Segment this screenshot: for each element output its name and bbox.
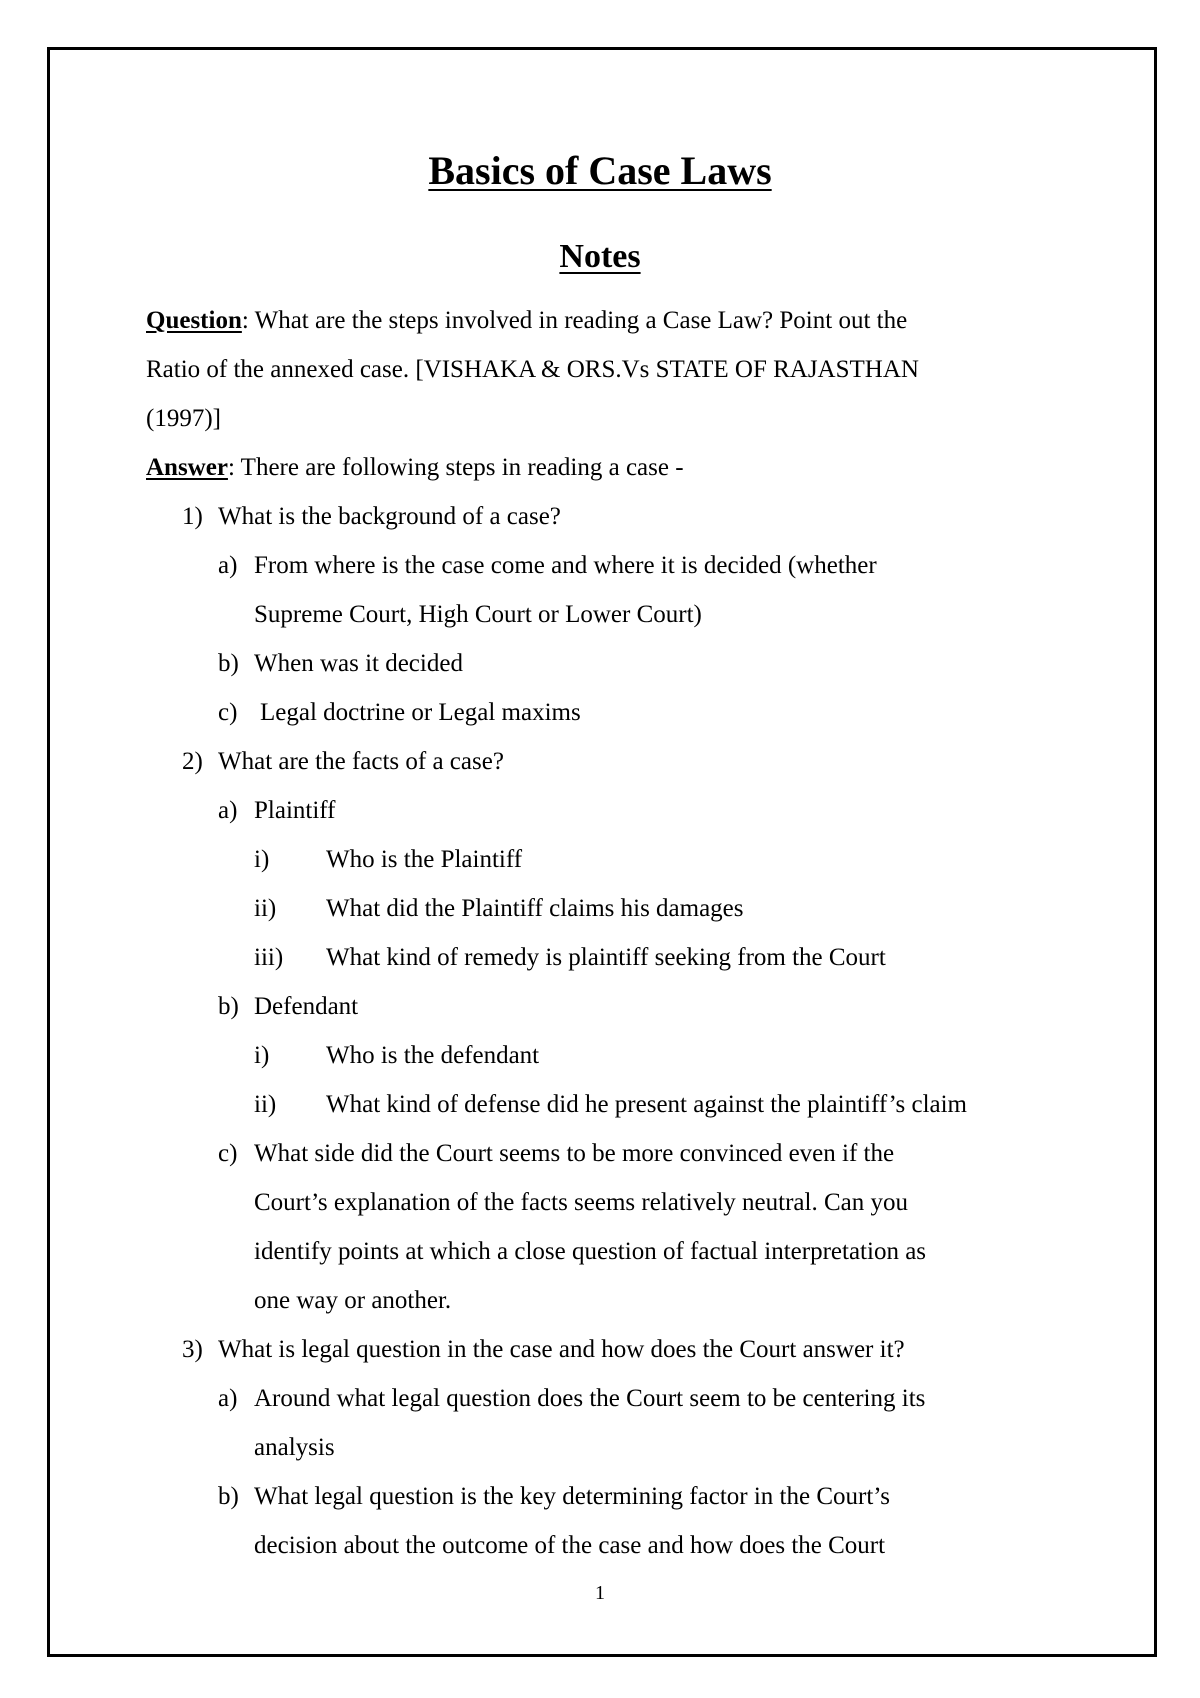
- list-roman: iii): [254, 944, 284, 971]
- answer-intro: : There are following steps in reading a case -: [227, 454, 684, 481]
- list-letter: c): [218, 1140, 238, 1167]
- list-number: 1): [182, 503, 203, 530]
- question-text-1: : What are the steps involved in reading a Case Law? Point out the: [241, 307, 908, 334]
- list-item: one way or another.: [254, 1287, 452, 1314]
- list-item: What is the background of a case?: [218, 503, 561, 530]
- list-item: What legal question is the key determining factor in the Court’s: [254, 1483, 890, 1510]
- list-number: 2): [182, 748, 203, 775]
- list-item: From where is the case come and where it is decided (whether: [254, 552, 877, 579]
- list-item: identify points at which a close question of factual interpretation as: [254, 1238, 927, 1265]
- list-item: Legal doctrine or Legal maxims: [260, 699, 581, 726]
- list-item: What kind of remedy is plaintiff seeking from the Court: [326, 944, 886, 971]
- list-roman: i): [254, 846, 270, 873]
- list-item: Who is the Plaintiff: [326, 846, 523, 873]
- document-title: Basics of Case Laws: [428, 148, 772, 193]
- question-line-3: (1997)]: [146, 405, 221, 432]
- list-item: What is legal question in the case and how does the Court answer it?: [218, 1336, 905, 1363]
- list-item: decision about the outcome of the case and how does the Court: [254, 1532, 886, 1559]
- page-border: [47, 47, 1157, 1657]
- page-number: 1: [595, 1582, 605, 1604]
- list-roman: ii): [254, 895, 277, 922]
- document-subtitle: Notes: [559, 238, 641, 275]
- list-item: Plaintiff: [254, 797, 336, 824]
- list-roman: i): [254, 1042, 270, 1069]
- list-item: Supreme Court, High Court or Lower Court): [254, 601, 702, 628]
- list-number: 3): [182, 1336, 203, 1363]
- answer-line: [146, 452, 684, 484]
- answer-label: Answer: [146, 454, 228, 481]
- list-item: Around what legal question does the Court seem to be centering its: [254, 1385, 926, 1412]
- question-label: Question: [146, 307, 242, 334]
- list-item: Defendant: [254, 993, 359, 1020]
- list-letter: a): [218, 552, 238, 579]
- question-line-2: Ratio of the annexed case. [VISHAKA & ORS.Vs STATE OF RAJASTHAN: [146, 356, 919, 383]
- list-roman: ii): [254, 1091, 277, 1118]
- list-letter: a): [218, 1385, 238, 1412]
- list-letter: b): [218, 1483, 239, 1510]
- list-letter: c): [218, 699, 238, 726]
- list-letter: b): [218, 650, 239, 677]
- list-item: What are the facts of a case?: [218, 748, 504, 775]
- list-item: Court’s explanation of the facts seems relatively neutral. Can you: [254, 1189, 908, 1216]
- list-item: analysis: [254, 1434, 335, 1461]
- list-item: What side did the Court seems to be more convinced even if the: [254, 1140, 895, 1167]
- list-letter: b): [218, 993, 239, 1020]
- list-item: What kind of defense did he present against the plaintiff’s claim: [326, 1091, 968, 1118]
- list-item: What did the Plaintiff claims his damages: [326, 895, 744, 922]
- question-line-1: [146, 305, 907, 337]
- list-item: Who is the defendant: [326, 1042, 540, 1069]
- list-item: When was it decided: [254, 650, 463, 677]
- list-letter: a): [218, 797, 238, 824]
